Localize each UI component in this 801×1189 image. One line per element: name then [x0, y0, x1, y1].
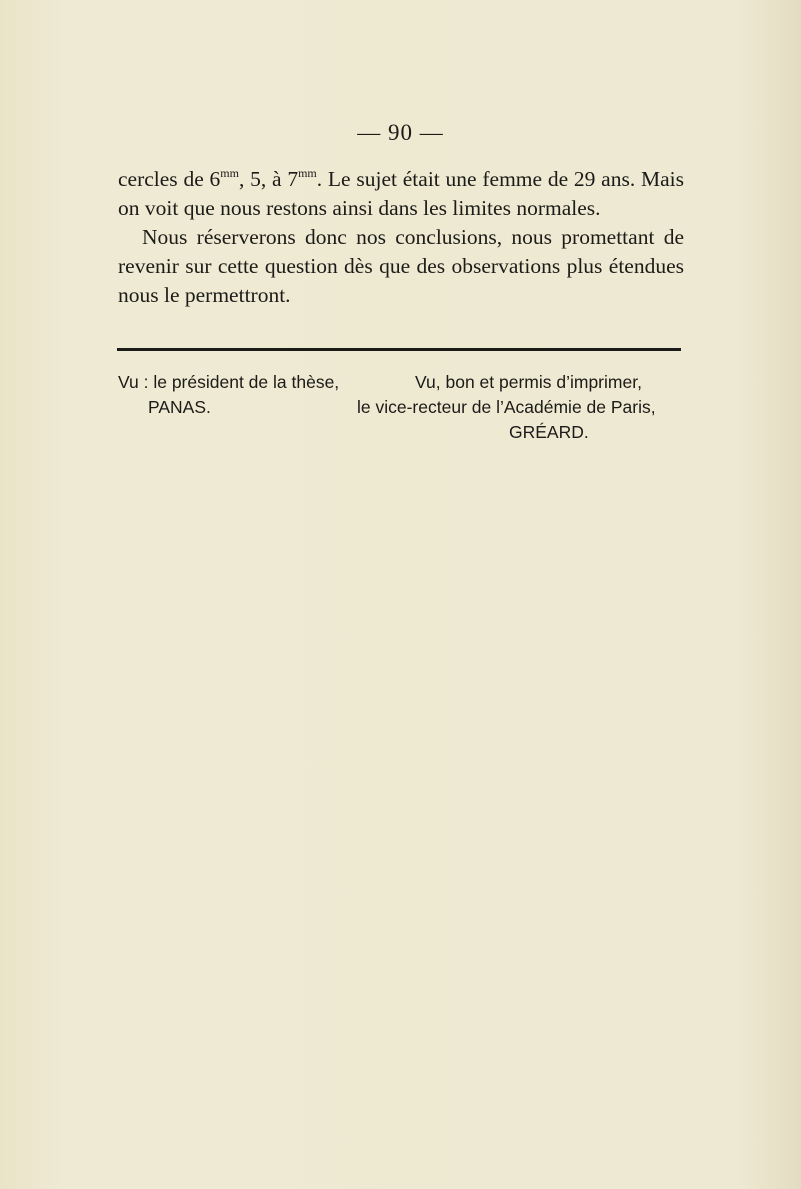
unit-superscript-1: mm	[220, 166, 239, 180]
approval-right-line-1: Vu, bon et permis d’imprimer,	[415, 372, 642, 392]
approval-right-signature: GRÉARD.	[509, 422, 589, 442]
approval-left-line-1: Vu : le président de la thèse,	[118, 372, 340, 392]
approval-right-line-2: le vice-recteur de l’Académie de Paris,	[357, 397, 656, 417]
paragraph-1-text-b: , 5, à 7	[238, 167, 299, 191]
paragraph-1	[118, 165, 684, 223]
approval-left-signature: PANAS.	[148, 397, 211, 417]
paragraph-1-text-d: ans. Mais on voit que nous restons ainsi dans les limites normales.	[118, 167, 684, 220]
divider-rule	[117, 348, 681, 351]
body-text	[118, 165, 684, 310]
paragraph-1-text-a: cercles de 6	[118, 167, 221, 191]
unit-superscript-2: mm	[298, 166, 317, 180]
page-number: — 90 —	[357, 120, 444, 145]
paragraph-1-text-c: . Le sujet était une femme de 29	[316, 167, 596, 191]
paragraph-2: Nous réserverons donc nos conclusions, nous promettant de revenir sur cette question dès que des observations plus étendues nous le permettront.	[118, 225, 684, 307]
